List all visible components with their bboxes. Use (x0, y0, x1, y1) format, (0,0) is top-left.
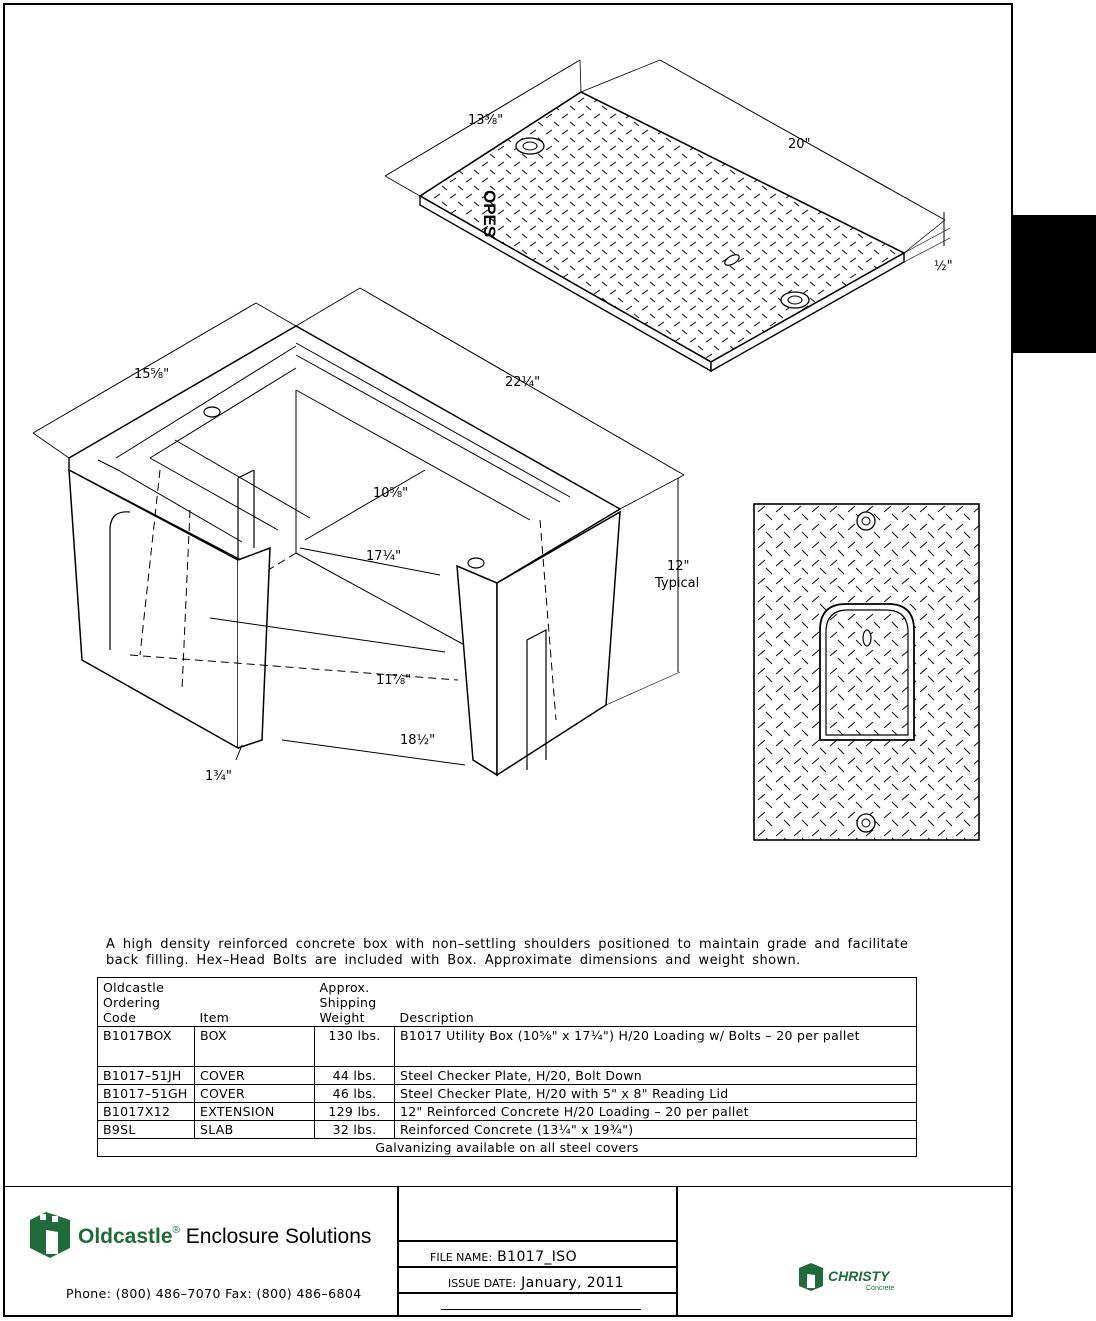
product-description: A high density reinforced concrete box with non–settling shoulders positioned to maintain grade and facilitate back filling. Hex–Head Bolts are included with Box. Approximate dimensions and weight shown. (106, 937, 909, 968)
header-weight: Approx. Shipping Weight (315, 978, 395, 1027)
box-leg-right (457, 566, 497, 775)
reading-lid-slot (863, 630, 871, 646)
table-row: B9SL SLAB 32 lbs. Reinforced Concrete (13¼" x 19¾") (98, 1121, 917, 1139)
hex-bolt (204, 407, 220, 417)
hex-bolt (468, 558, 484, 568)
dim-box-inner-width: 10⅝" (373, 486, 409, 501)
dim-box-inner-length: 17¼" (366, 549, 402, 564)
cover-isometric (385, 60, 953, 371)
dim-cover-thickness: ½" (934, 259, 953, 274)
header-item: Item (195, 978, 315, 1027)
dim-box-outer-width: 15⅝" (134, 367, 170, 382)
dim-box-bottom-inner: 11⅞" (376, 673, 412, 688)
dim-cover-width: 13⅜" (468, 113, 504, 128)
dim-box-height-note: Typical (655, 576, 700, 591)
file-name-field: FILE NAME: B1017_ISO (430, 1249, 578, 1265)
header-description: Description (395, 978, 917, 1027)
table-row: B1017–51GH COVER 46 lbs. Steel Checker Plate, H/20 with 5" x 8" Reading Lid (98, 1085, 917, 1103)
issue-date-field: ISSUE DATE: January, 2011 (448, 1275, 624, 1291)
reading-lid (826, 610, 908, 735)
table-row: B1017BOX BOX 130 lbs. B1017 Utility Box (10⅝" x 17¼") H/20 Loading w/ Bolts – 20 per pallet (98, 1027, 917, 1067)
table-header-row (98, 978, 917, 1027)
table-row: B1017–51JH COVER 44 lbs. Steel Checker Plate, H/20, Bolt Down (98, 1067, 917, 1085)
cover-stamp: OPES (480, 190, 499, 238)
dim-box-outer-length: 22¼" (505, 375, 541, 390)
christy-logo-sub: Concrete (866, 1285, 895, 1292)
oldcastle-logo-icon (26, 1210, 74, 1260)
box-leg-left (69, 470, 238, 748)
dim-box-wall: 1¾" (205, 769, 232, 784)
table-footer-row: Galvanizing available on all steel covers (98, 1139, 917, 1157)
contact-phone: Phone: (800) 486–7070 Fax: (800) 486–6804 (66, 1286, 362, 1301)
header-code: Oldcastle Ordering Code (98, 978, 195, 1027)
christy-logo-icon (797, 1262, 825, 1292)
dim-box-height: 12" (667, 559, 690, 574)
oldcastle-logo-text: Oldcastle® Enclosure Solutions (78, 1225, 372, 1248)
christy-logo-text: CHRISTY (828, 1268, 890, 1284)
table-row: B1017X12 EXTENSION 129 lbs. 12" Reinforced Concrete H/20 Loading – 20 per pallet (98, 1103, 917, 1121)
box-isometric (33, 288, 684, 775)
cover-plan-view (754, 504, 979, 840)
ordering-table (97, 977, 917, 1157)
dim-cover-length: 20" (788, 137, 811, 152)
dim-box-bottom-outer: 18½" (400, 733, 436, 748)
